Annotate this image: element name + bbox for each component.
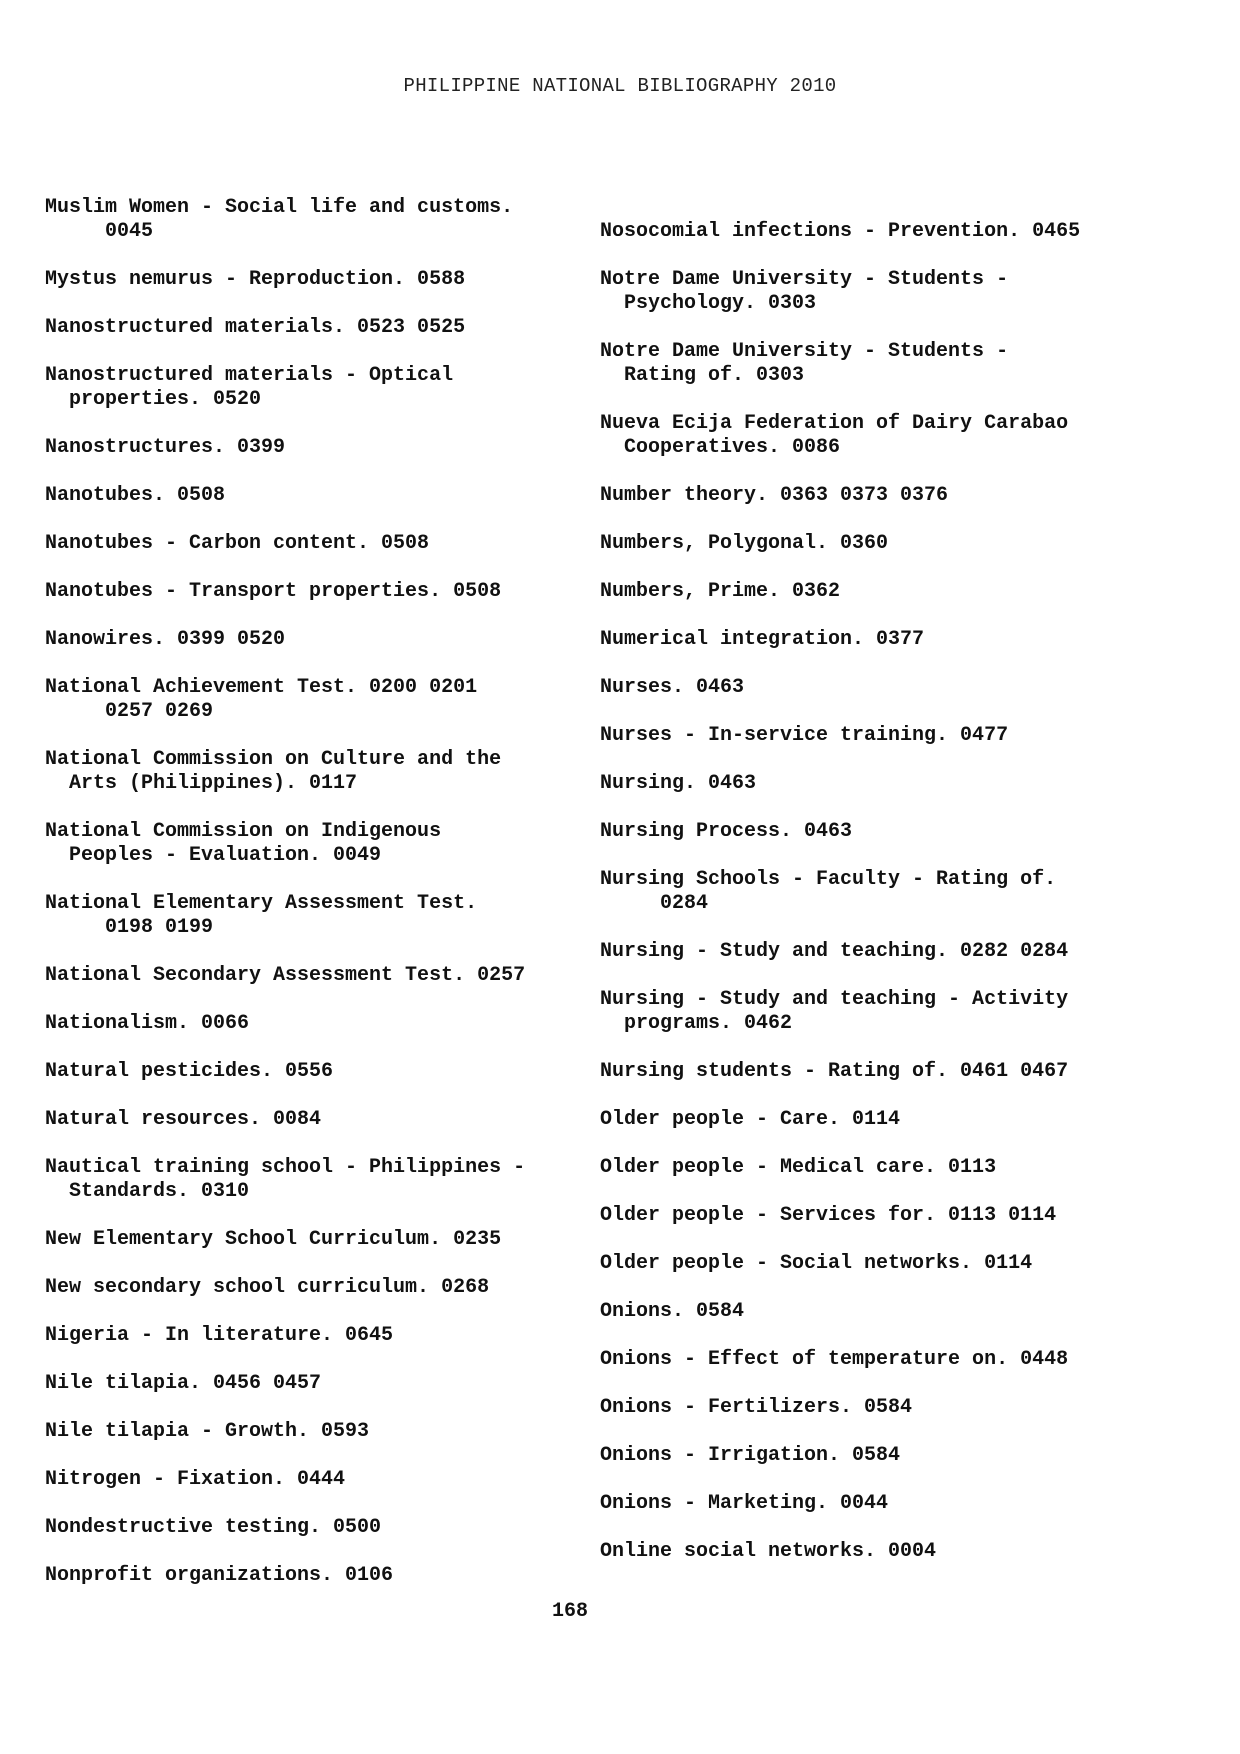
index-entry: Nanotubes. 0508 bbox=[45, 484, 226, 507]
index-entry: Onions - Irrigation. 0584 bbox=[600, 1444, 901, 1467]
index-entry: Nanotubes - Transport properties. 0508 bbox=[45, 580, 502, 603]
index-entry: Nitrogen - Fixation. 0444 bbox=[45, 1468, 346, 1491]
index-entry: Nanostructures. 0399 bbox=[45, 436, 286, 459]
index-entry: Nursing students - Rating of. 0461 0467 bbox=[600, 1060, 1069, 1083]
index-entry: Natural resources. 0084 bbox=[45, 1108, 322, 1131]
index-entry: Numerical integration. 0377 bbox=[600, 628, 925, 651]
index-entry: Natural pesticides. 0556 bbox=[45, 1060, 334, 1083]
index-entry: Nile tilapia. 0456 0457 bbox=[45, 1372, 322, 1395]
index-entry: National Commission on Indigenous Peoples - Evaluation. 0049 bbox=[45, 820, 442, 867]
index-entry: Notre Dame University - Students - Psychology. 0303 bbox=[600, 268, 1009, 315]
index-entry: Nondestructive testing. 0500 bbox=[45, 1516, 382, 1539]
index-entry: Older people - Social networks. 0114 bbox=[600, 1252, 1033, 1275]
index-entry: Nigeria - In literature. 0645 bbox=[45, 1324, 394, 1347]
index-entry: Muslim Women - Social life and customs. 0045 bbox=[45, 196, 514, 243]
index-entry: National Commission on Culture and the Arts (Philippines). 0117 bbox=[45, 748, 502, 795]
index-entry: Older people - Services for. 0113 0114 bbox=[600, 1204, 1057, 1227]
index-entry: Nueva Ecija Federation of Dairy Carabao Cooperatives. 0086 bbox=[600, 412, 1069, 459]
index-entry: Nursing - Study and teaching - Activity programs. 0462 bbox=[600, 988, 1069, 1035]
index-entry: Nurses. 0463 bbox=[600, 676, 745, 699]
running-head: PHILIPPINE NATIONAL BIBLIOGRAPHY 2010 bbox=[403, 75, 837, 97]
index-entry: Onions. 0584 bbox=[600, 1300, 745, 1323]
index-entry: Nosocomial infections - Prevention. 0465 bbox=[600, 220, 1081, 243]
index-entry: Nursing Process. 0463 bbox=[600, 820, 853, 843]
index-entry: Nursing Schools - Faculty - Rating of. 0284 bbox=[600, 868, 1057, 915]
index-entry: Number theory. 0363 0373 0376 bbox=[600, 484, 949, 507]
index-entry: Nanostructured materials. 0523 0525 bbox=[45, 316, 466, 339]
index-entry: National Secondary Assessment Test. 0257 bbox=[45, 964, 526, 987]
index-entry: Nanowires. 0399 0520 bbox=[45, 628, 286, 651]
index-column-left bbox=[45, 196, 605, 1612]
index-entry: National Elementary Assessment Test. 0198 0199 bbox=[45, 892, 478, 939]
page-number: 168 bbox=[551, 1600, 588, 1623]
index-entry: Onions - Fertilizers. 0584 bbox=[600, 1396, 913, 1419]
index-entry: Onions - Marketing. 0044 bbox=[600, 1492, 889, 1515]
index-entry: Older people - Medical care. 0113 bbox=[600, 1156, 997, 1179]
index-entry: Mystus nemurus - Reproduction. 0588 bbox=[45, 268, 466, 291]
index-entry: Nationalism. 0066 bbox=[45, 1012, 250, 1035]
index-entry: Nautical training school - Philippines - Standards. 0310 bbox=[45, 1156, 526, 1203]
index-entry: Nanostructured materials - Optical properties. 0520 bbox=[45, 364, 454, 411]
index-entry: Nursing - Study and teaching. 0282 0284 bbox=[600, 940, 1069, 963]
index-entry: Onions - Effect of temperature on. 0448 bbox=[600, 1348, 1069, 1371]
index-column-right bbox=[600, 220, 1220, 1588]
index-entry: Nanotubes - Carbon content. 0508 bbox=[45, 532, 430, 555]
index-entry: Notre Dame University - Students - Rating of. 0303 bbox=[600, 340, 1009, 387]
index-entry: Numbers, Prime. 0362 bbox=[600, 580, 841, 603]
index-entry: Nurses - In-service training. 0477 bbox=[600, 724, 1009, 747]
index-entry: National Achievement Test. 0200 0201 0257 0269 bbox=[45, 676, 478, 723]
index-entry: Numbers, Polygonal. 0360 bbox=[600, 532, 889, 555]
index-entry: New Elementary School Curriculum. 0235 bbox=[45, 1228, 502, 1251]
index-entry: Nursing. 0463 bbox=[600, 772, 757, 795]
index-entry: Older people - Care. 0114 bbox=[600, 1108, 901, 1131]
index-entry: Nile tilapia - Growth. 0593 bbox=[45, 1420, 370, 1443]
index-entry: Online social networks. 0004 bbox=[600, 1540, 937, 1563]
index-entry: Nonprofit organizations. 0106 bbox=[45, 1564, 394, 1587]
index-entry: New secondary school curriculum. 0268 bbox=[45, 1276, 490, 1299]
